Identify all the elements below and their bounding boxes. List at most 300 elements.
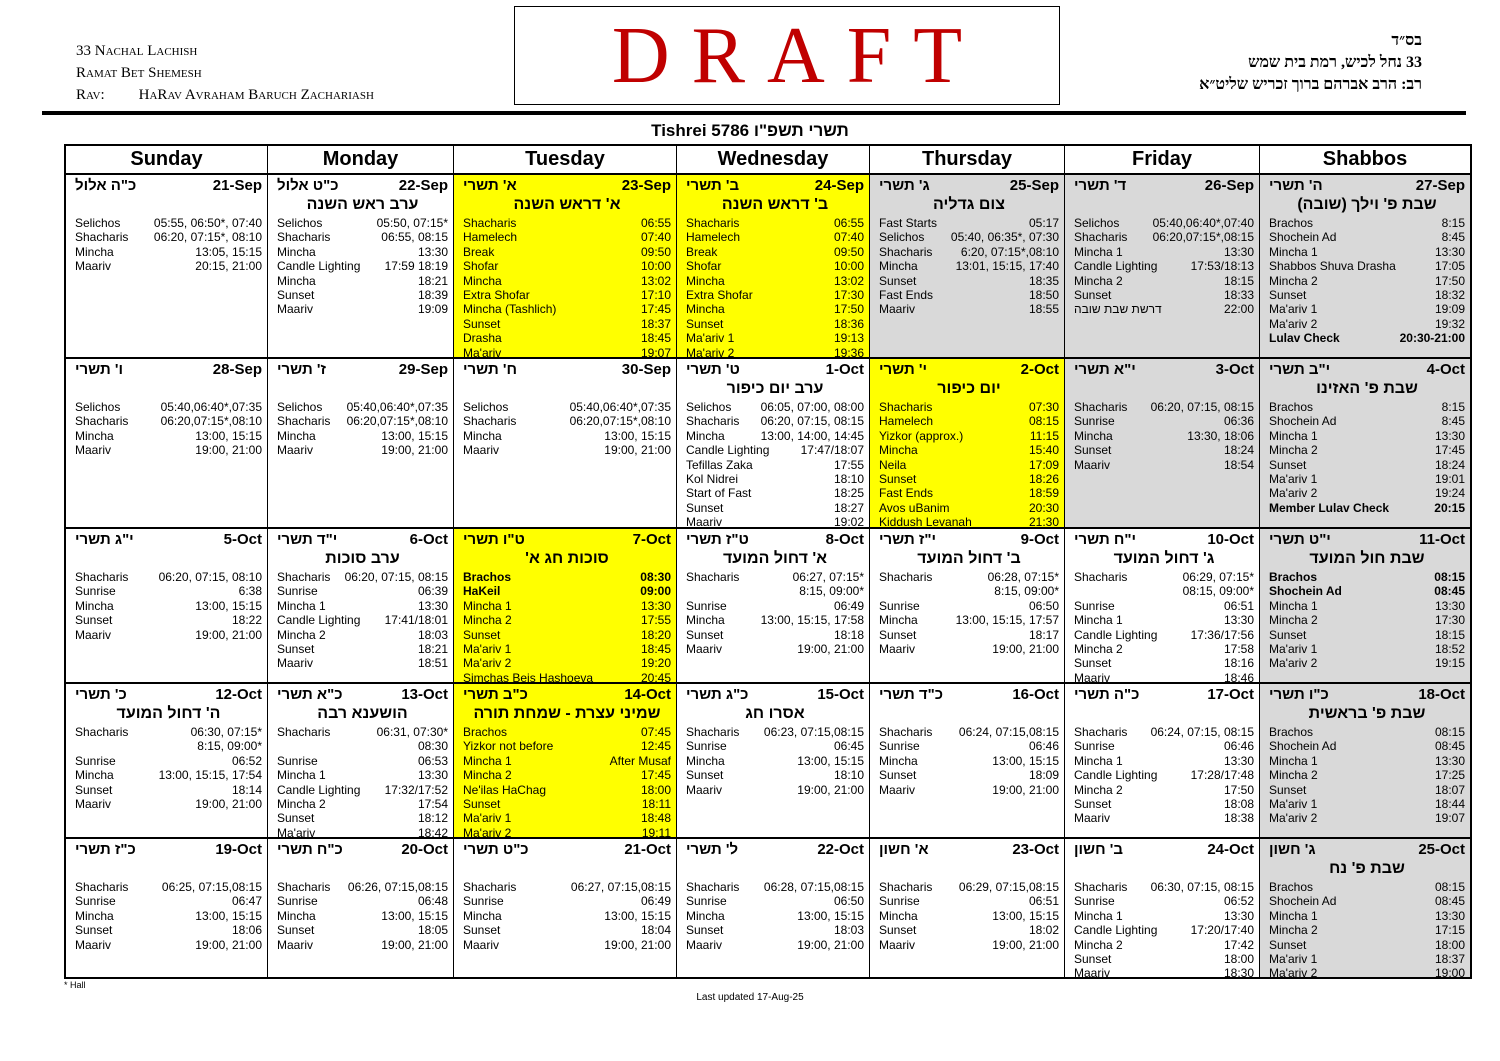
schedule-label: Ma'ariv 1 bbox=[1269, 472, 1318, 487]
schedule-label: Mincha 2 bbox=[1074, 642, 1123, 657]
schedule-time: 19:00, 21:00 bbox=[381, 443, 448, 458]
schedule-label: Shochein Ad bbox=[1269, 894, 1337, 909]
holiday-name: יום כיפור bbox=[937, 380, 1001, 397]
schedule-row bbox=[686, 754, 864, 768]
schedule-time: 15:40 bbox=[1028, 443, 1059, 458]
schedule-row bbox=[463, 768, 671, 782]
schedule-label: Shacharis bbox=[686, 216, 740, 230]
hebrew-date: כ"ג תשרי bbox=[686, 686, 749, 703]
schedule-label: Drasha bbox=[463, 331, 502, 346]
schedule-row bbox=[463, 739, 671, 753]
day-cell bbox=[1064, 173, 1259, 357]
schedule-label: Maariv bbox=[75, 937, 112, 952]
schedule-row bbox=[75, 938, 262, 952]
schedule-time: 19:00, 21:00 bbox=[381, 937, 448, 952]
day-cell bbox=[869, 527, 1064, 682]
schedule-row bbox=[277, 230, 448, 244]
day-cell bbox=[66, 173, 267, 357]
schedule-time: 18:08 bbox=[1223, 797, 1254, 812]
schedule-row bbox=[463, 331, 671, 345]
schedule-time: 18:27 bbox=[833, 500, 864, 515]
schedule-time: 19:00, 21:00 bbox=[604, 443, 671, 458]
schedule-time: 13:00, 15:15 bbox=[797, 908, 864, 923]
schedule-time: 18:48 bbox=[640, 811, 671, 826]
schedule-row bbox=[277, 584, 448, 598]
schedule-row bbox=[1074, 909, 1254, 923]
schedule-time: 18:51 bbox=[417, 656, 448, 671]
schedule-label: Shacharis bbox=[75, 725, 129, 739]
schedule-label: Maariv bbox=[75, 443, 112, 458]
schedule-row bbox=[1074, 429, 1254, 443]
schedule-row bbox=[75, 894, 262, 908]
schedule-time: 13:00, 15:15 bbox=[381, 428, 448, 443]
schedule-time: 18:59 bbox=[1028, 486, 1059, 501]
schedule-label: Ma'ariv 2 bbox=[1269, 811, 1318, 826]
holiday-name: צום גדליה bbox=[933, 196, 1005, 213]
schedule-label: Ma'ariv 1 bbox=[686, 331, 735, 346]
schedule-row bbox=[277, 429, 448, 443]
schedule-row bbox=[1074, 274, 1254, 288]
schedule-label: Shacharis bbox=[277, 725, 331, 739]
schedule-time: 05:17 bbox=[1028, 216, 1059, 230]
holiday-name: ב' דחול המועד bbox=[917, 550, 1021, 567]
cell-header bbox=[75, 177, 262, 195]
schedule-time: 06:52 bbox=[231, 753, 262, 768]
schedule-label: Mincha bbox=[879, 259, 918, 274]
cell-header bbox=[277, 361, 448, 379]
schedule-label: Shacharis bbox=[1074, 880, 1128, 894]
schedule-time: 17:41/18:01 bbox=[384, 613, 448, 628]
schedule-label: Ma'ariv 2 bbox=[463, 656, 512, 671]
schedule-label: Mincha 2 bbox=[1269, 273, 1318, 288]
schedule-time: 8:15, 09:00* bbox=[799, 584, 864, 599]
schedule-time: 07:45 bbox=[640, 725, 671, 739]
schedule-row bbox=[75, 739, 262, 753]
schedule-time: 06:49 bbox=[640, 894, 671, 909]
civil-date: 30-Sep bbox=[621, 361, 671, 378]
civil-date: 17-Oct bbox=[1207, 686, 1254, 703]
schedule-time: 18:33 bbox=[1223, 288, 1254, 303]
schedule-time: 13:30 bbox=[1223, 908, 1254, 923]
day-cell bbox=[66, 357, 267, 527]
schedule-row bbox=[463, 938, 671, 952]
schedule-row bbox=[686, 923, 864, 937]
day-cell bbox=[453, 837, 676, 977]
schedule-row bbox=[463, 230, 671, 244]
holiday-name bbox=[463, 379, 671, 398]
holiday-name: שמיני עצרת - שמחת תורה bbox=[473, 705, 661, 722]
schedule-row bbox=[277, 443, 448, 457]
schedule-label: Ma'ariv 2 bbox=[463, 825, 512, 837]
civil-date: 24-Oct bbox=[1207, 841, 1254, 858]
schedule-label: Mincha 1 bbox=[1074, 244, 1123, 259]
schedule-label: Shacharis bbox=[879, 880, 933, 894]
day-cell bbox=[676, 527, 869, 682]
schedule-label: Mincha 1 bbox=[1074, 753, 1123, 768]
schedule-row bbox=[277, 826, 448, 837]
schedule-label: Mincha 2 bbox=[1074, 273, 1123, 288]
civil-date: 25-Oct bbox=[1418, 841, 1465, 858]
schedule-label: Sunset bbox=[463, 923, 501, 938]
schedule-label: Sunset bbox=[1269, 782, 1307, 797]
schedule-row bbox=[879, 642, 1059, 656]
schedule-row bbox=[463, 754, 671, 768]
schedule-row bbox=[1269, 486, 1465, 500]
schedule-label: Kol Nidrei bbox=[686, 472, 739, 487]
schedule-row bbox=[1269, 880, 1465, 894]
day-cell bbox=[869, 357, 1064, 527]
day-header-thursday: Thursday bbox=[869, 146, 1064, 173]
cell-header bbox=[879, 686, 1059, 704]
schedule-label: Ma'ariv 1 bbox=[1269, 797, 1318, 812]
schedule-time: 06:48 bbox=[417, 894, 448, 909]
schedule-row bbox=[1269, 656, 1465, 670]
schedule-row bbox=[1074, 414, 1254, 428]
hebrew-date: כ"ט תשרי bbox=[463, 841, 529, 858]
schedule-row bbox=[686, 346, 864, 357]
schedule-label: Maariv bbox=[686, 515, 723, 527]
schedule-time: 19:00, 21:00 bbox=[195, 627, 262, 642]
schedule-row bbox=[1074, 783, 1254, 797]
schedule-time: 18:26 bbox=[1028, 472, 1059, 487]
schedule-row bbox=[1269, 811, 1465, 825]
schedule-label: Extra Shofar bbox=[463, 288, 530, 303]
hebrew-date: א' חשון bbox=[879, 841, 929, 858]
schedule-label: Shacharis bbox=[277, 230, 331, 245]
schedule-row bbox=[879, 288, 1059, 302]
civil-date: 12-Oct bbox=[215, 686, 262, 703]
schedule-row bbox=[686, 302, 864, 316]
day-cell bbox=[676, 357, 869, 527]
schedule-label: Maariv bbox=[75, 627, 112, 642]
hebrew-date: ז' תשרי bbox=[277, 361, 326, 378]
schedule-time: 20:45 bbox=[640, 670, 671, 682]
schedule-row bbox=[1074, 880, 1254, 894]
schedule-label: Shacharis bbox=[686, 725, 740, 739]
cell-header bbox=[686, 686, 864, 704]
schedule-label: Shacharis bbox=[277, 570, 331, 584]
schedule-time: 13:01, 15:15, 17:40 bbox=[955, 259, 1059, 274]
schedule-row bbox=[463, 783, 671, 797]
month-title: Tishrei 5786 תשרי תשפ"ו bbox=[651, 121, 849, 140]
cell-header bbox=[879, 361, 1059, 379]
schedule-row bbox=[686, 230, 864, 244]
holiday-name bbox=[75, 549, 262, 568]
schedule-time: 13:30 bbox=[417, 768, 448, 783]
schedule-row bbox=[277, 613, 448, 627]
schedule-time: 08:15 bbox=[1434, 570, 1465, 584]
schedule-time: 06:27, 07:15* bbox=[792, 570, 864, 584]
cell-header bbox=[463, 841, 671, 859]
schedule-row bbox=[1269, 458, 1465, 472]
schedule-time: 08:15 bbox=[1028, 414, 1059, 429]
schedule-time: 22:00 bbox=[1223, 302, 1254, 317]
schedule-time: 06:47 bbox=[231, 894, 262, 909]
schedule-time: 06:05, 07:00, 08:00 bbox=[760, 400, 864, 414]
schedule-label: Sunset bbox=[1074, 288, 1112, 303]
schedule-label: Selichos bbox=[686, 400, 732, 414]
schedule-time: 19:00, 21:00 bbox=[797, 642, 864, 657]
schedule-time: 13:30 bbox=[1223, 613, 1254, 628]
schedule-row bbox=[1074, 671, 1254, 682]
schedule-row bbox=[277, 894, 448, 908]
schedule-row bbox=[686, 909, 864, 923]
schedule-label: Sunset bbox=[879, 768, 917, 783]
schedule-row bbox=[879, 429, 1059, 443]
civil-date: 21-Oct bbox=[624, 841, 671, 858]
schedule-time: 06:50 bbox=[1028, 598, 1059, 613]
holiday-name bbox=[463, 859, 671, 878]
schedule-time: 19:36 bbox=[833, 345, 864, 357]
schedule-time: 19:00, 21:00 bbox=[195, 797, 262, 812]
schedule-row bbox=[686, 443, 864, 457]
schedule-label: Mincha 1 bbox=[1074, 908, 1123, 923]
schedule-row bbox=[879, 302, 1059, 316]
schedule-time: 06:28, 07:15* bbox=[987, 570, 1059, 584]
schedule-label: Sunrise bbox=[1074, 598, 1115, 613]
schedule-row bbox=[879, 754, 1059, 768]
schedule-time: 13:30 bbox=[1434, 753, 1465, 768]
civil-date: 24-Sep bbox=[814, 177, 864, 194]
schedule-time: 19:01 bbox=[1434, 472, 1465, 487]
schedule-time: 8:45 bbox=[1441, 414, 1465, 429]
schedule-row bbox=[686, 515, 864, 527]
holiday-name: ערב ראש השנה bbox=[306, 196, 419, 213]
schedule-time: 19:24 bbox=[1434, 486, 1465, 501]
schedule-time: 13:00, 15:15 bbox=[195, 598, 262, 613]
day-cell bbox=[66, 527, 267, 682]
schedule-time: 13:00, 15:15 bbox=[992, 753, 1059, 768]
schedule-row bbox=[463, 797, 671, 811]
schedule-time: 06:20, 07:15, 08:15 bbox=[1150, 400, 1254, 414]
hebrew-date: א' תשרי bbox=[463, 177, 517, 194]
header-rule bbox=[42, 111, 1466, 115]
schedule-row bbox=[1269, 628, 1465, 642]
day-cell bbox=[1064, 527, 1259, 682]
schedule-time: 18:38 bbox=[1223, 811, 1254, 826]
schedule-row bbox=[879, 584, 1059, 598]
schedule-row bbox=[75, 429, 262, 443]
schedule-label: Simchas Beis Hashoeva bbox=[463, 670, 594, 682]
civil-date: 2-Oct bbox=[1020, 361, 1059, 378]
schedule-label: Shacharis bbox=[463, 216, 517, 230]
schedule-time: 17:45 bbox=[1434, 443, 1465, 458]
schedule-label: Mincha bbox=[879, 443, 918, 458]
day-cell bbox=[1259, 357, 1470, 527]
schedule-label: Sunset bbox=[686, 500, 724, 515]
schedule-row bbox=[1074, 599, 1254, 613]
schedule-time: 11:15 bbox=[1029, 428, 1059, 443]
holiday-name bbox=[75, 859, 262, 878]
schedule-time: 06:46 bbox=[1028, 739, 1059, 754]
schedule-time: 19:20 bbox=[640, 656, 671, 671]
schedule-row bbox=[879, 230, 1059, 244]
civil-date: 6-Oct bbox=[409, 531, 448, 548]
schedule-label: Ma'ariv 1 bbox=[1269, 302, 1318, 317]
schedule-label: Mincha 1 bbox=[1269, 428, 1318, 443]
cell-header bbox=[879, 531, 1059, 549]
civil-date: 3-Oct bbox=[1215, 361, 1254, 378]
schedule-label: Ma'ariv 2 bbox=[1269, 486, 1318, 501]
schedule-row bbox=[463, 909, 671, 923]
schedule-label: Maariv bbox=[879, 937, 916, 952]
holiday-name: סוכות חג א' bbox=[525, 550, 609, 567]
schedule-time: 17:47/18:07 bbox=[800, 443, 864, 458]
schedule-time: 19:11 bbox=[641, 825, 671, 837]
schedule-label: Mincha bbox=[463, 428, 502, 443]
schedule-time: 18:37 bbox=[1434, 952, 1465, 967]
schedule-time: 18:54 bbox=[1223, 457, 1254, 472]
schedule-label: Sunrise bbox=[277, 753, 318, 768]
address-block bbox=[76, 40, 374, 106]
schedule-row bbox=[277, 245, 448, 259]
schedule-label: Ma'ariv bbox=[277, 825, 316, 837]
schedule-row bbox=[463, 599, 671, 613]
schedule-row bbox=[1074, 739, 1254, 753]
schedule-label: Mincha bbox=[75, 428, 114, 443]
schedule-time: 13:00, 15:15 bbox=[195, 908, 262, 923]
schedule-row bbox=[686, 331, 864, 345]
schedule-time: 19:00, 21:00 bbox=[797, 937, 864, 952]
day-cell bbox=[1064, 682, 1259, 837]
civil-date: 23-Sep bbox=[621, 177, 671, 194]
schedule-row bbox=[1074, 642, 1254, 656]
schedule-row bbox=[1074, 938, 1254, 952]
schedule-time: 13:30 bbox=[417, 244, 448, 259]
schedule-row bbox=[879, 274, 1059, 288]
schedule-time: 17:50 bbox=[1434, 273, 1465, 288]
schedule-time: 18:05 bbox=[417, 923, 448, 938]
schedule-label: Sunset bbox=[277, 288, 315, 303]
hebrew-date: כ"ה תשרי bbox=[1074, 686, 1140, 703]
schedule-time: 18:10 bbox=[833, 472, 864, 487]
schedule-row bbox=[1074, 443, 1254, 457]
schedule-time: 19:00, 21:00 bbox=[195, 443, 262, 458]
schedule-time: 18:00 bbox=[1434, 937, 1465, 952]
schedule-row bbox=[1074, 656, 1254, 670]
schedule-label: Shacharis bbox=[75, 880, 129, 894]
schedule-row bbox=[1074, 754, 1254, 768]
schedule-label: Mincha bbox=[879, 753, 918, 768]
schedule-row bbox=[75, 443, 262, 457]
schedule-label: Brachos bbox=[1269, 400, 1314, 414]
day-cell bbox=[869, 837, 1064, 977]
schedule-time: 13:00, 15:15, 17:57 bbox=[955, 613, 1059, 628]
schedule-time: 18:24 bbox=[1223, 443, 1254, 458]
schedule-row bbox=[1269, 570, 1465, 584]
schedule-label: Shacharis bbox=[1074, 570, 1128, 584]
schedule-row bbox=[463, 443, 671, 457]
schedule-time: 08:30 bbox=[640, 570, 671, 584]
schedule-row bbox=[1269, 754, 1465, 768]
schedule-time: 17:15 bbox=[1434, 923, 1465, 938]
schedule-time: 06:26, 07:15,08:15 bbox=[347, 880, 448, 894]
holiday-name bbox=[75, 379, 262, 398]
day-cell bbox=[453, 682, 676, 837]
schedule-row bbox=[686, 613, 864, 627]
holiday-name: שבת פ' וילך (שובה) bbox=[1297, 196, 1437, 213]
schedule-time: 13:30 bbox=[1223, 753, 1254, 768]
schedule-time: 06:31, 07:30* bbox=[376, 725, 448, 739]
schedule-label: Shacharis bbox=[879, 725, 933, 739]
schedule-label: Mincha bbox=[686, 428, 725, 443]
schedule-row bbox=[463, 400, 671, 414]
schedule-label: Maariv bbox=[463, 937, 500, 952]
schedule-row bbox=[686, 739, 864, 753]
holiday-name: ב' דראש השנה bbox=[721, 196, 829, 213]
schedule-label: Sunset bbox=[1269, 627, 1307, 642]
day-header-monday: Monday bbox=[267, 146, 453, 173]
schedule-row bbox=[879, 245, 1059, 259]
schedule-row bbox=[1074, 768, 1254, 782]
schedule-row bbox=[277, 259, 448, 273]
schedule-time: 20:15, 21:00 bbox=[195, 259, 262, 274]
schedule-row bbox=[686, 400, 864, 414]
schedule-row bbox=[1269, 966, 1465, 977]
schedule-label: Sunrise bbox=[75, 753, 116, 768]
hebrew-date: ט"ז תשרי bbox=[686, 531, 749, 548]
hebrew-date: ג' חשון bbox=[1269, 841, 1316, 858]
schedule-time: 18:46 bbox=[1223, 670, 1254, 682]
schedule-label: Sunset bbox=[277, 923, 315, 938]
schedule-time: 06:20, 07:15, 08:10 bbox=[158, 570, 262, 584]
schedule-row bbox=[686, 274, 864, 288]
schedule-time: 18:14 bbox=[231, 782, 262, 797]
hebrew-date: י"א תשרי bbox=[1074, 361, 1136, 378]
hebrew-date: ב' חשון bbox=[1074, 841, 1123, 858]
schedule-time: 05:40,06:40*,07:35 bbox=[569, 400, 671, 414]
schedule-row bbox=[1269, 938, 1465, 952]
schedule-label: Ma'ariv 2 bbox=[1269, 316, 1318, 331]
hebrew-date: ט"ו תשרי bbox=[463, 531, 525, 548]
schedule-label: Sunrise bbox=[277, 894, 318, 909]
schedule-label: HaKeil bbox=[463, 584, 501, 599]
schedule-time: 18:25 bbox=[833, 486, 864, 501]
schedule-row bbox=[1269, 599, 1465, 613]
schedule-row bbox=[1074, 628, 1254, 642]
cell-header bbox=[75, 361, 262, 379]
day-header-sunday: Sunday bbox=[130, 148, 203, 170]
schedule-row bbox=[277, 274, 448, 288]
schedule-row bbox=[1269, 952, 1465, 966]
schedule-label: Maariv bbox=[1074, 811, 1111, 826]
schedule-time: 18:32 bbox=[1434, 288, 1465, 303]
schedule-time: 08:45 bbox=[1434, 894, 1465, 909]
schedule-label: Shacharis bbox=[879, 244, 933, 259]
schedule-row bbox=[277, 923, 448, 937]
schedule-time: 08:15, 09:00* bbox=[1182, 584, 1254, 599]
schedule-time: 17:55 bbox=[833, 457, 864, 472]
schedule-label: Shacharis bbox=[1074, 400, 1128, 414]
schedule-label: Sunset bbox=[463, 627, 501, 642]
schedule-label: Mincha 2 bbox=[1074, 782, 1123, 797]
schedule-row bbox=[686, 599, 864, 613]
schedule-label: Mincha bbox=[463, 908, 502, 923]
schedule-label: Start of Fast bbox=[686, 486, 752, 501]
schedule-label: Sunrise bbox=[463, 894, 504, 909]
schedule-time: 20:15 bbox=[1434, 500, 1465, 515]
schedule-time: 05:40, 06:35*, 07:30 bbox=[950, 230, 1059, 245]
civil-date: 15-Oct bbox=[817, 686, 864, 703]
schedule-label: Shacharis bbox=[1074, 230, 1128, 245]
schedule-time: 06:51 bbox=[1028, 894, 1059, 909]
schedule-label: Mincha 1 bbox=[1269, 908, 1318, 923]
schedule-row bbox=[1269, 288, 1465, 302]
schedule-time: 13:30 bbox=[1434, 908, 1465, 923]
hebrew-date: כ' תשרי bbox=[75, 686, 127, 703]
schedule-label: Sunset bbox=[879, 273, 917, 288]
schedule-time: 06:51 bbox=[1223, 598, 1254, 613]
